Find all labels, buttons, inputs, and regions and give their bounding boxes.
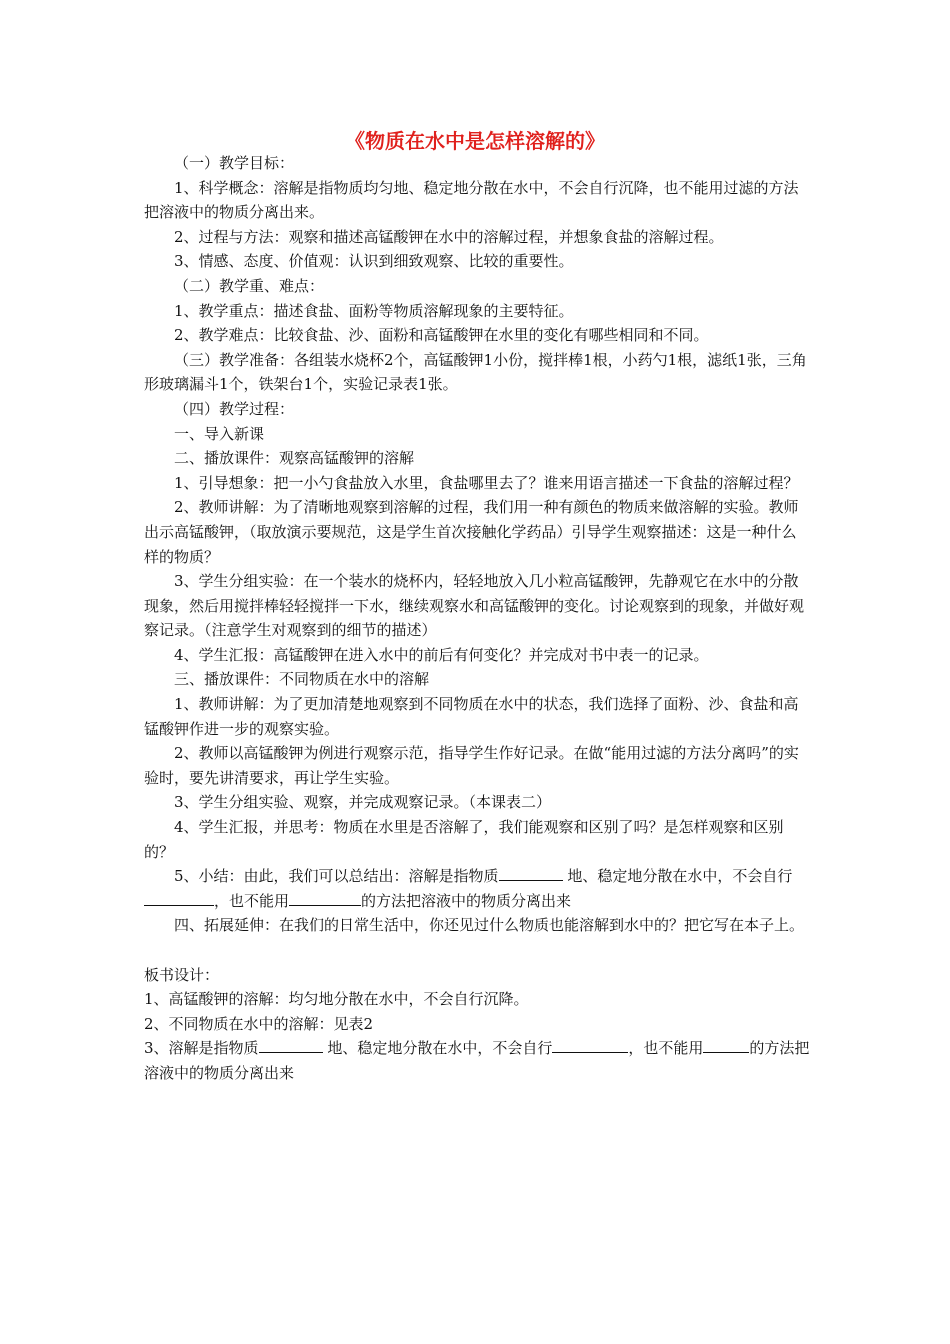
- fill-blank: [144, 891, 214, 906]
- fill-blank: [259, 1038, 323, 1053]
- board-design-heading: 板书设计：: [144, 965, 220, 984]
- fill-blank: [499, 866, 563, 881]
- board-text: 的方法把溶液中的物质分离出来: [144, 1039, 810, 1082]
- paragraph: 2、教师以高锰酸钾为例进行观察示范，指导学生作好记录。在做“能用过滤的方法分离吗”的实验时，要先讲清要求，再让学生实验。: [144, 744, 799, 787]
- paragraph: 1、教师讲解：为了更加清楚地观察到不同物质在水中的状态，我们选择了面粉、沙、食盐和高锰酸钾作进一步的观察实验。: [144, 695, 799, 738]
- paragraph: 2、教师讲解：为了清晰地观察到溶解的过程，我们用一种有颜色的物质来做溶解的实验。教师出示高锰酸钾，（取放演示要规范，这是学生首次接触化学药品）引导学生观察描述：这是一种什么样的物质？: [144, 498, 799, 566]
- paragraph: 1、科学概念：溶解是指物质均匀地、稳定地分散在水中，不会自行沉降，也不能用过滤的方法把溶液中的物质分离出来。: [144, 178, 799, 222]
- spacer: [144, 938, 810, 963]
- board-text: 地、稳定地分散在水中，不会自行: [322, 1039, 553, 1058]
- paragraph: 2、教学难点：比较食盐、沙、面粉和高锰酸钾在水里的变化有哪些相同和不同。: [174, 326, 709, 345]
- board-line-2: 2、不同物质在水中的溶解：见表2: [144, 1014, 374, 1033]
- extension-paragraph: 四、拓展延伸：在我们的日常生活中，你还见过什么物质也能溶解到水中的？把它写在本子上。: [174, 916, 805, 935]
- summary-text: ，也不能用: [214, 891, 290, 910]
- fill-blank: [552, 1038, 628, 1053]
- board-line-3: [144, 1036, 810, 1085]
- paragraph: 1、引导想象：把一小勺食盐放入水里，食盐哪里去了？谁来用语言描述一下食盐的溶解过程？: [174, 473, 799, 492]
- section-process-heading: （四）教学过程：: [174, 399, 295, 418]
- paragraph: 4、学生汇报：高锰酸钾在进入水中的前后有何变化？并完成对书中表一的记录。: [174, 645, 709, 664]
- paragraph: 1、教学重点：描述食盐、面粉等物质溶解现象的主要特征。: [174, 301, 574, 320]
- paragraph: 3、情感、态度、价值观：认识到细致观察、比较的重要性。: [174, 252, 574, 271]
- paragraph: 3、学生分组实验、观察，并完成观察记录。（本课表二）: [174, 793, 552, 812]
- summary-text: 5、小结：由此，我们可以总结出：溶解是指物质: [174, 867, 499, 886]
- summary-text: 的方法把溶液中的物质分离出来: [361, 891, 572, 910]
- paragraph: 三、播放课件：不同物质在水中的溶解: [174, 670, 430, 689]
- document-body: [144, 151, 810, 1086]
- paragraph: 4、学生汇报，并思考：物质在水里是否溶解了，我们能观察和区别了吗？是怎样观察和区别的？: [144, 818, 784, 861]
- summary-text: 地、稳定地分散在水中，不会自行: [562, 867, 793, 886]
- paragraph: 一、导入新课: [174, 424, 265, 443]
- fill-blank: [703, 1038, 749, 1053]
- board-text: ，也不能用: [628, 1039, 704, 1058]
- section-focus-heading: （二）教学重、难点：: [174, 276, 325, 295]
- section-goals-heading: （一）教学目标：: [174, 154, 295, 172]
- paragraph: 3、学生分组实验：在一个装水的烧杯内，轻轻地放入几小粒高锰酸钾，先静观它在水中的分散现象，然后用搅拌棒轻轻搅拌一下水，继续观察水和高锰酸钾的变化。讨论观察到的现象，并做好观察记录。（注意学生对观察到的细节的描述）: [144, 572, 805, 640]
- fill-blank: [289, 891, 361, 906]
- paragraph: 2、过程与方法：观察和描述高锰酸钾在水中的溶解过程，并想象食盐的溶解过程。: [174, 227, 724, 246]
- document-title: 《物质在水中是怎样溶解的》: [345, 129, 605, 153]
- paragraph: （三）教学准备：各组装水烧杯2个，高锰酸钾1小份，搅拌棒1根，小药勺1根，滤纸1张，三角形玻璃漏斗1个，铁架台1个，实验记录表1张。: [144, 350, 807, 394]
- board-text: 3、溶解是指物质: [144, 1039, 259, 1058]
- summary-paragraph: [144, 864, 810, 913]
- paragraph: 二、播放课件：观察高锰酸钾的溶解: [174, 449, 415, 468]
- board-line-1: 1、高锰酸钾的溶解：均匀地分散在水中，不会自行沉降。: [144, 990, 529, 1009]
